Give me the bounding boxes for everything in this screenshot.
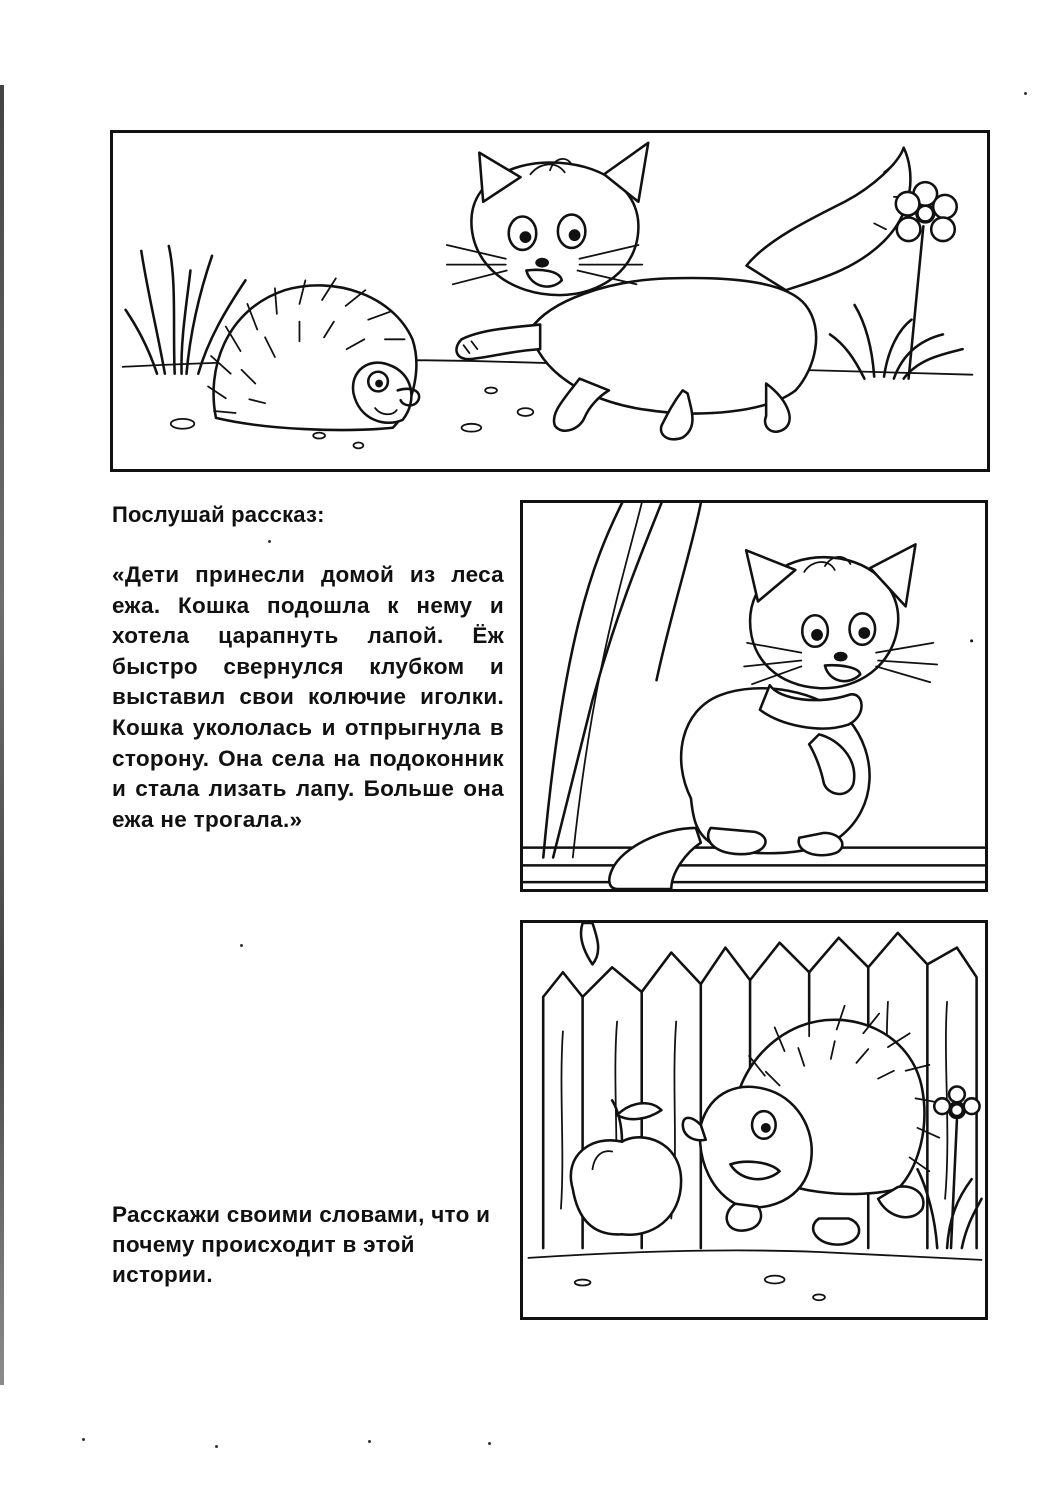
heading-listen-story: Послушай рассказ:: [112, 502, 325, 527]
scan-speck: [215, 1445, 218, 1448]
scan-speck: [488, 1442, 491, 1445]
hedgehog-curled: [171, 278, 534, 448]
cat-hedgehog-drawing: [113, 133, 987, 469]
cat-sitting-licking: [609, 544, 937, 889]
hedgehog-apple-drawing: [523, 923, 985, 1317]
scan-speck: [1024, 92, 1027, 95]
curtain: [543, 503, 701, 857]
illustration-cat-on-windowsill: [520, 500, 988, 892]
scan-speck: [368, 1440, 371, 1443]
apple: [571, 1100, 681, 1234]
scan-edge-shadow: [0, 85, 4, 1385]
illustration-cat-and-hedgehog: [110, 130, 990, 472]
cat-windowsill-drawing: [523, 503, 985, 889]
scan-speck: [268, 540, 271, 543]
scan-speck: [240, 944, 243, 947]
story-text: «Дети принесли домой из леса ежа. Кошка подошла к нему и хотела царапнуть лапой. Ёж быстро свернулся клубком и выставил свои колючие иголки. Кошка укололась и отпрыгнула в сторону. Она села на подоконник и стала лизать лапу. Больше она ежа не трогала.»: [112, 562, 504, 832]
scan-speck: [82, 1438, 85, 1441]
prompt-retell: Расскажи своими словами, что и почему происходит в этой истории.: [112, 1202, 491, 1287]
cat-reaching: [447, 143, 911, 440]
illustration-hedgehog-with-apple: [520, 920, 988, 1320]
hedgehog-standing: [683, 1006, 939, 1245]
